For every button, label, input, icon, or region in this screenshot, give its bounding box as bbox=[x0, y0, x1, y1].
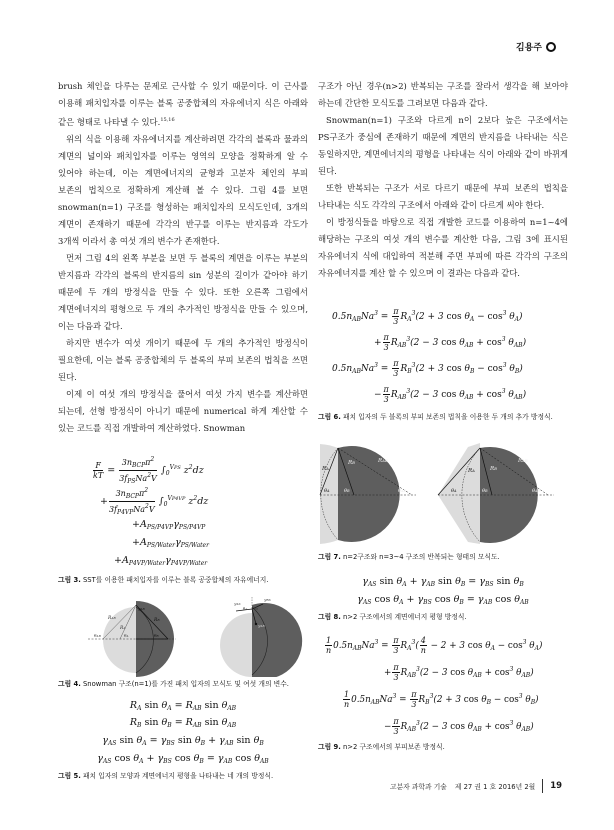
equation-line: − $\frac{\pi}{3}$ $R_{AB}^3(2 - 3$ $\cos \theta_{AB} + \cos^3 \theta_{AB}$) bbox=[384, 717, 534, 736]
svg-text:RAB: RAB bbox=[378, 458, 388, 464]
equation-line: $+A_{P4VP/Water}\gamma_{P4VP/Water}$ bbox=[114, 554, 208, 567]
structure-n3-4 bbox=[438, 443, 554, 544]
equation-line: $\gamma_{AS}$ $\cos \theta_A + \gamma_{BS}$ $\cos \theta_B = \gamma_{AB}$ $\cos \theta_{AB}$ bbox=[97, 752, 269, 765]
svg-text:θA: θA bbox=[243, 606, 247, 611]
figure-6-caption: 그림 6. 패치 입자의 두 블록의 부피 보존의 법칙을 이용한 두 개의 추가 방정식. bbox=[318, 413, 553, 421]
snowman-left bbox=[88, 601, 176, 677]
svg-text:θA: θA bbox=[324, 488, 330, 494]
figure-5-caption: 그림 5. 패치 입자의 모양과 계면에너지 평형을 나타내는 네 개의 방정식. bbox=[58, 771, 274, 780]
svg-text:θAB: θAB bbox=[94, 632, 101, 638]
svg-text:RA: RA bbox=[120, 625, 126, 631]
svg-text:RA: RA bbox=[322, 466, 329, 472]
equation-line: $\frac{1}{n}$ $0.5n_{AB}Na^3$ = $\frac{\pi}{3}$ $R_A^3$( $\frac{4}{n}$ − 2 + 3 $\cos \theta_A - \cos^3 \theta_A$) bbox=[325, 636, 543, 655]
svg-text:RB: RB bbox=[348, 460, 355, 466]
svg-text:γAB: γAB bbox=[258, 622, 265, 628]
figure-9-equations bbox=[318, 632, 568, 740]
light-block bbox=[438, 443, 480, 544]
paragraph-2: 위의 식을 이용해 자유에너지를 계산하려면 각각의 블록과 물과의 계면의 넓이와 패치입자를 이루는 영역의 모양을 정확하게 알 수 있어야 하는데, 이는 계면에너지의 균형과 고분자 체인의 부피 보존의 법칙으로 정확하게 계산해 볼 수 있다. 그림 4를 보면 snowman(n=1) 구조를 형성하는 패치입자의 모식도인데, 3개의 계면이 존재하기 때문에 각각의 반구를 이루는 반지름과 각도가 3개씩 이라서 총 여섯 개의 변수가 존재한다. bbox=[58, 133, 308, 246]
ring-bullet-icon bbox=[546, 42, 556, 52]
figure-4-diagram bbox=[58, 597, 308, 677]
page-number: 19 bbox=[550, 781, 563, 791]
paragraph-2: Snowman(n=1) 구조와 다르게 n이 2보다 높은 구조에서는 PS구조가 중심에 존재하기 때문에 계면의 반지름을 나타내는 식은 동일하지만, 계면에너지의 평형을 나타내는 식이 아래와 같이 바뀌게 된다. bbox=[318, 115, 568, 176]
svg-text:RAB: RAB bbox=[518, 458, 528, 464]
svg-text:RB: RB bbox=[154, 617, 160, 623]
svg-text:RA: RA bbox=[468, 468, 475, 474]
paragraph-1: brush 체인을 다루는 문제로 근사할 수 있기 때문이다. 이 근사를 이용해 패치입자를 이루는 블록 공중합체의 자유에너지 식은 아래와 같은 형태로 나타낼 수 있다.$^{15,16}$ bbox=[58, 81, 308, 127]
light-block bbox=[320, 444, 338, 544]
equation-line: $\gamma_{AS}$ $\sin \theta_A = \gamma_{BS}$ $\sin \theta_B + \gamma_{AB}$ $\sin \theta_B$ bbox=[102, 734, 264, 747]
figure-8-equations bbox=[318, 574, 568, 610]
snowman-right bbox=[220, 597, 302, 677]
equation-line: $R_A$ $\sin \theta_A = R_{AB}$ $\sin \theta_{AB}$ bbox=[129, 699, 237, 712]
figure-4-caption: 그림 4. Snowman 구조(n=1)를 가진 패치 입자의 모식도 및 여섯 개의 변수. bbox=[58, 679, 289, 688]
figure-3-caption: 그림 3. SST를 이용한 패치입자를 이루는 블록 공중합체의 자유에너지. bbox=[58, 575, 269, 584]
figure-3-equation bbox=[92, 455, 308, 571]
svg-text:θB: θB bbox=[482, 488, 488, 494]
svg-text:RB: RB bbox=[490, 466, 497, 472]
citation: 15,16 bbox=[160, 117, 175, 123]
svg-text:θAB: θAB bbox=[532, 488, 541, 494]
equation-line: + $\frac{\pi}{3}$ $R_{AB}^3(2 - 3$ $\cos \theta_{AB} + \cos^3 \theta_{AB}$) bbox=[384, 663, 534, 682]
paragraph-5: 이제 이 여섯 개의 방정식을 풀어서 여섯 가지 변수를 계산하면 되는데, 선형 방정식이 아니기 때문에 numerical 하게 계산할 수 있는 코드를 직접 개발하여 계산하였다. Snowman bbox=[58, 388, 308, 433]
paragraph-4: 이 방정식들을 바탕으로 직접 개발한 코드를 이용하여 n=1~4에 해당하는 구조의 여섯 개의 변수를 계산한 다음, 그림 3에 표시된 자유에너지 식에 대입하여 적분해 주면 부피에 따른 각각의 구조의 자유에너지를 계산 할 수 있으며 이 결과는 다음과 같다. bbox=[318, 217, 568, 278]
svg-text:θB: θB bbox=[344, 488, 350, 494]
footer-divider bbox=[542, 779, 543, 793]
svg-text:θA: θA bbox=[451, 488, 457, 494]
svg-text:γAS: γAS bbox=[234, 600, 241, 606]
equation-line: + $\frac{\pi}{3}$ $R_{AB}^3(2 - 3$ $\cos \theta_{AB} + \cos^3 \theta_{AB}$) bbox=[374, 333, 527, 352]
svg-text:θB: θB bbox=[254, 606, 258, 611]
figure-6-equations bbox=[318, 304, 568, 408]
equation-line: $\frac{F}{kT}$ = $\frac{3n_{BCP}\pi^2}{3f_{PS}Na^2V}$ $\int_0^{VPS}$ $z^2dz$ bbox=[93, 455, 204, 485]
paragraph-3: 또한 반복되는 구조가 서로 다르기 때문에 부피 보존의 법칙을 나타내는 식도 각각의 구조에서 아래와 같이 다르게 써야 한다. bbox=[318, 183, 568, 210]
svg-text:γAB: γAB bbox=[138, 605, 145, 611]
paragraph-4: 하지만 변수가 여섯 개이기 때문에 두 개의 추가적인 방정식이 필요한데, 이는 블록 공중합체의 두 블록의 부피 보존의 법칙을 쓰면 된다. bbox=[58, 337, 308, 382]
svg-text:γBS: γBS bbox=[264, 596, 271, 602]
equation-line: + $\frac{3n_{BCP}\pi^2}{3f_{P4VP}Na^2V}$ $\int_0^{VP4VP}$ $z^2dz$ bbox=[100, 486, 209, 516]
paragraph-1: 구조가 아닌 경우(n>2) 반복되는 구조를 잘라서 생각을 해 보아야 하는데 간단한 모식도를 그려보면 다음과 같다. bbox=[318, 81, 568, 108]
page-footer bbox=[390, 779, 562, 793]
issue-info: 제 27 권 1 호 2016년 2월 bbox=[454, 783, 536, 791]
equation-line: $\gamma_{AS}$ $\sin \theta_A + \gamma_{AB}$ $\sin \theta_B = \gamma_{BS}$ $\sin \theta_B$ bbox=[362, 576, 524, 588]
dark-block bbox=[252, 603, 302, 677]
right-column bbox=[318, 78, 568, 752]
equation-line: $+A_{PS/P4VP}\gamma_{PS/P4VP}$ bbox=[132, 518, 206, 531]
figure-7-caption: 그림 7. n=2구조와 n=3~4 구조의 반복되는 형태의 모식도. bbox=[318, 553, 500, 561]
figure-5-equations bbox=[58, 699, 308, 769]
equation-line: $0.5n_{AB}Na^3$ = $\frac{\pi}{3}$ $R_B^3(2 + 3$ $\cos \theta_B - \cos^3 \theta_B$) bbox=[332, 359, 523, 378]
paragraph-3: 먼저 그림 4의 왼쪽 부분을 보면 두 블록의 계면을 이루는 부분의 반지름과 각각의 블록의 반지름의 sin 성분의 길이가 같아야 하기 때문에 두 개의 방정식을 만들 수 있다. 또한 오른쪽 그림에서 계면에너지의 평형으로 두 개의 추가적인 방정식을 만들 수 있으며, 이는 다음과 같다. bbox=[58, 252, 308, 331]
equation-line: $R_B$ $\sin \theta_B = R_{AB}$ $\sin \theta_{AB}$ bbox=[129, 716, 237, 729]
running-header bbox=[516, 40, 556, 53]
svg-text:θB: θB bbox=[154, 632, 159, 638]
svg-text:θA: θA bbox=[124, 632, 129, 638]
figure-9-caption: 그림 9. n>2 구조에서의 부피보존 방정식. bbox=[318, 743, 445, 751]
svg-text:θAB: θAB bbox=[398, 488, 407, 494]
equation-line: − $\frac{\pi}{3}$ $R_{AB}^3(2 - 3$ $\cos \theta_{AB} + \cos^3 \theta_{AB}$) bbox=[374, 385, 527, 404]
equation-line: $0.5n_{AB}Na^3$ = $\frac{\pi}{3}$ $R_A^3(2 + 3$ $\cos \theta_A - \cos^3 \theta_A$) bbox=[332, 307, 523, 326]
left-column bbox=[58, 78, 308, 781]
figure-8-caption: 그림 8. n>2 구조에서의 계면에너지 평형 방정식. bbox=[318, 613, 467, 621]
author-name: 김용주 bbox=[515, 43, 542, 53]
figure-7-diagram bbox=[318, 436, 568, 548]
equation-line: $\frac{1}{n}$ $0.5n_{AB}Na^3$ = $\frac{\pi}{3}$ $R_B^3(2 + 3$ $\cos \theta_B - \cos^3 \theta_B$) bbox=[343, 690, 539, 709]
svg-text:RAB: RAB bbox=[108, 615, 116, 621]
journal-name: 고분자 과학과 기술 bbox=[390, 783, 447, 791]
equation-line: $\gamma_{AS}$ $\cos \theta_A + \gamma_{BS}$ $\cos \theta_B = \gamma_{AB}$ $\cos \theta_{AB}$ bbox=[357, 594, 529, 606]
equation-line: $+A_{PS/Water}\gamma_{PS/Water}$ bbox=[132, 536, 209, 549]
structure-n2 bbox=[320, 444, 416, 544]
